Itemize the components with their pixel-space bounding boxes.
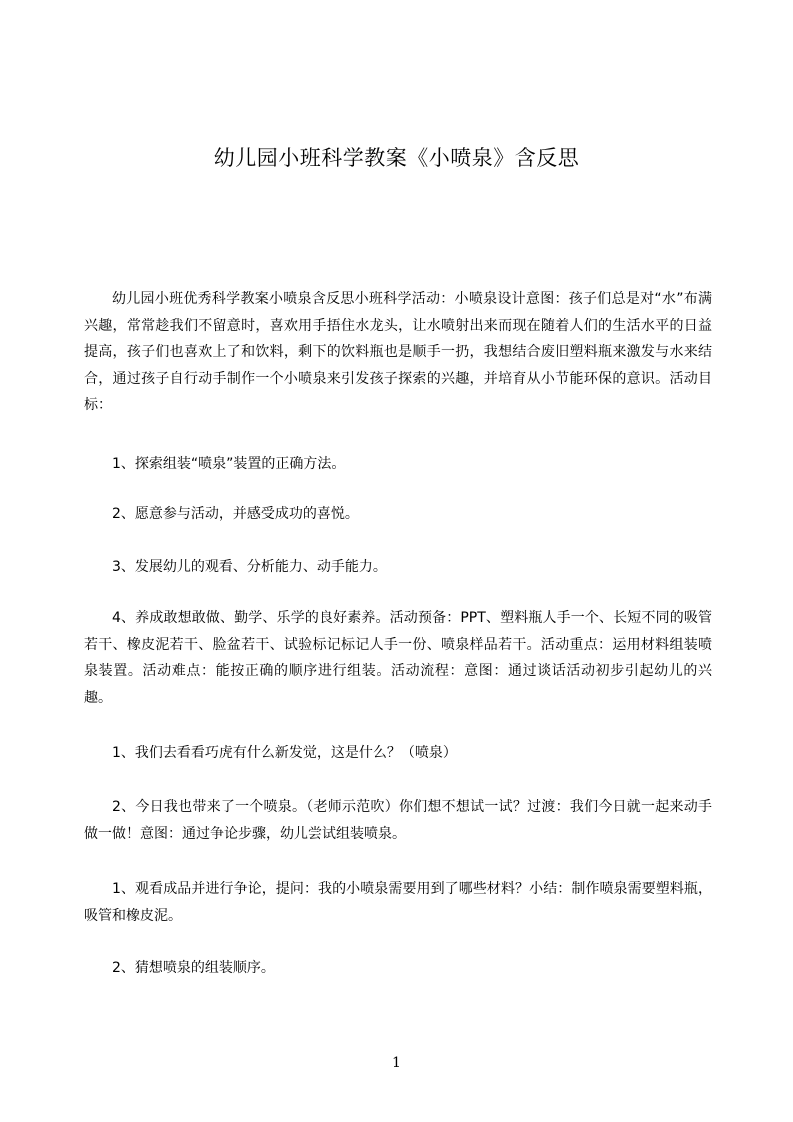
page-number: 1 <box>392 1055 401 1071</box>
paragraph-goal-1: 1、探索组装“喷泉”装置的正确方法。 <box>112 456 346 472</box>
paragraph-guess: 2、猜想喷泉的组装顺序。 <box>112 960 275 976</box>
document-title: 幼儿园小班科学教案《小喷泉》含反思 <box>213 146 580 170</box>
paragraph-step-1: 1、我们去看看巧虎有什么新发觉，这是什么？（喷泉） <box>112 745 457 761</box>
paragraph-goal-4: 4、养成敢想敢做、勤学、乐学的良好素养。活动预备：PPT、塑料瓶人手一个、长短不同的吸管若干、橡皮泥若干、脸盆若干、试验标记标记人手一份、喷泉样品若干。活动重点：运用材料组装喷泉装置。活动难点：能按正确的顺序进行组装。活动流程：意图：通过谈话活动初步引起幼儿的兴趣。 <box>84 610 712 706</box>
paragraph-goal-3: 3、发展幼儿的观看、分析能力、动手能力。 <box>112 559 387 575</box>
paragraph-step-2: 2、今日我也带来了一个喷泉。（老师示范吹）你们想不想试一试？过渡：我们今日就一起来动手做一做！意图：通过争论步骤，幼儿尝试组装喷泉。 <box>84 799 712 842</box>
paragraph-intro: 幼儿园小班优秀科学教案小喷泉含反思小班科学活动：小喷泉设计意图：孩子们总是对“水”布满兴趣，常常趁我们不留意时，喜欢用手捂住水龙头，让水喷射出来而现在随着人们的生活水平的日益提高，孩子们也喜欢上了和饮料，剩下的饮料瓶也是顺手一扔，我想结合废旧塑料瓶来激发与水来结合，通过孩子自行动手制作一个小喷泉来引发孩子探索的兴趣，并培育从小节能环保的意识。活动目标： <box>84 291 712 413</box>
paragraph-goal-2: 2、愿意参与活动，并感受成功的喜悦。 <box>112 506 359 522</box>
paragraph-observe: 1、观看成品并进行争论，提问：我的小喷泉需要用到了哪些材料？小结：制作喷泉需要塑料瓶，吸管和橡皮泥。 <box>84 881 712 924</box>
